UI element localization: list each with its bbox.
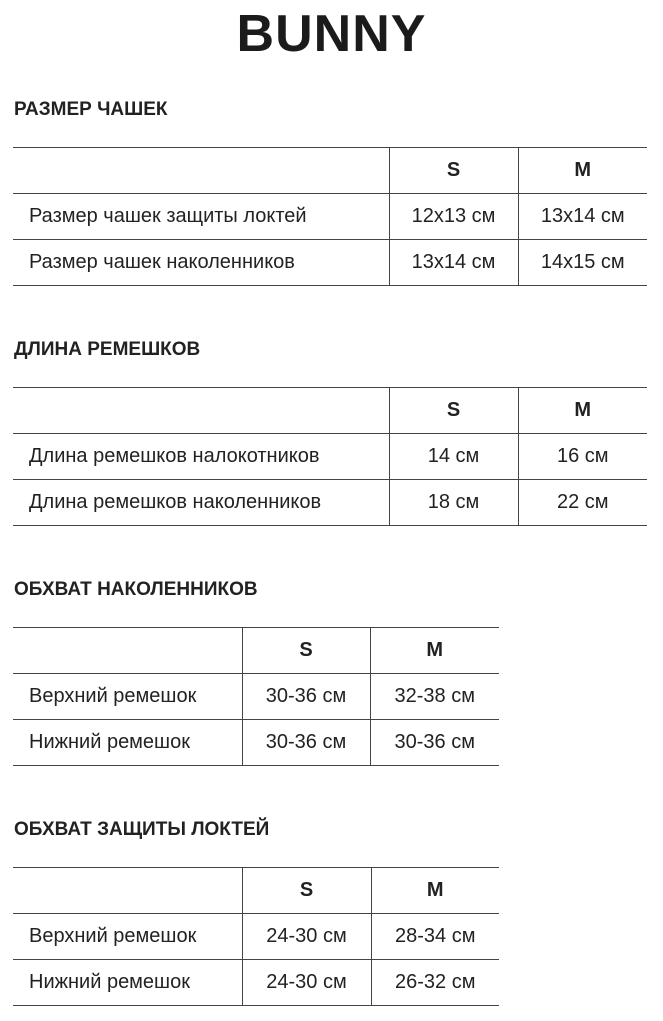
header-cell-empty xyxy=(13,628,242,674)
header-size-s: S xyxy=(389,148,518,194)
value-s: 18 см xyxy=(389,480,518,526)
section-title-cup-size: РАЗМЕР ЧАШЕК xyxy=(14,99,168,120)
value-m: 14х15 см xyxy=(518,240,647,286)
table-header-row xyxy=(13,148,647,194)
value-m: 32-38 см xyxy=(370,674,499,720)
header-cell-empty xyxy=(13,868,242,914)
table-row xyxy=(13,914,499,960)
header-size-s: S xyxy=(242,868,371,914)
row-label: Нижний ремешок xyxy=(13,720,242,766)
elbow-girth-table xyxy=(13,867,499,1006)
row-label: Длина ремешков наколенников xyxy=(13,480,389,526)
value-m: 26-32 см xyxy=(371,960,499,1006)
table-row xyxy=(13,720,499,766)
section-title-knee-girth: ОБХВАТ НАКОЛЕННИКОВ xyxy=(14,579,258,600)
table-row xyxy=(13,960,499,1006)
table-header-row xyxy=(13,388,647,434)
header-size-s: S xyxy=(242,628,370,674)
header-size-m: M xyxy=(518,148,647,194)
row-label: Размер чашек наколенников xyxy=(13,240,389,286)
table-row xyxy=(13,240,647,286)
value-s: 30-36 см xyxy=(242,720,370,766)
value-m: 30-36 см xyxy=(370,720,499,766)
table-row xyxy=(13,194,647,240)
row-label: Размер чашек защиты локтей xyxy=(13,194,389,240)
table-row xyxy=(13,480,647,526)
section-title-strap-length: ДЛИНА РЕМЕШКОВ xyxy=(14,339,201,360)
header-size-s: S xyxy=(389,388,518,434)
table-header-row xyxy=(13,628,499,674)
value-m: 28-34 см xyxy=(371,914,499,960)
table-header-row xyxy=(13,868,499,914)
row-label: Нижний ремешок xyxy=(13,960,242,1006)
brand-title: BUNNY xyxy=(236,5,427,63)
header-size-m: M xyxy=(518,388,647,434)
value-s: 14 см xyxy=(389,434,518,480)
value-m: 13х14 см xyxy=(518,194,647,240)
knee-girth-table xyxy=(13,627,499,766)
table-row xyxy=(13,434,647,480)
value-s: 24-30 см xyxy=(242,914,371,960)
value-m: 16 см xyxy=(518,434,647,480)
header-size-m: M xyxy=(370,628,499,674)
value-s: 13х14 см xyxy=(389,240,518,286)
row-label: Длина ремешков налокотников xyxy=(13,434,389,480)
value-s: 12х13 см xyxy=(389,194,518,240)
value-s: 30-36 см xyxy=(242,674,370,720)
header-size-m: M xyxy=(371,868,499,914)
header-cell-empty xyxy=(13,148,389,194)
table-row xyxy=(13,674,499,720)
row-label: Верхний ремешок xyxy=(13,674,242,720)
section-title-elbow-girth: ОБХВАТ ЗАЩИТЫ ЛОКТЕЙ xyxy=(14,819,270,840)
cup-size-table xyxy=(13,147,647,286)
value-m: 22 см xyxy=(518,480,647,526)
row-label: Верхний ремешок xyxy=(13,914,242,960)
header-cell-empty xyxy=(13,388,389,434)
strap-length-table xyxy=(13,387,647,526)
value-s: 24-30 см xyxy=(242,960,371,1006)
